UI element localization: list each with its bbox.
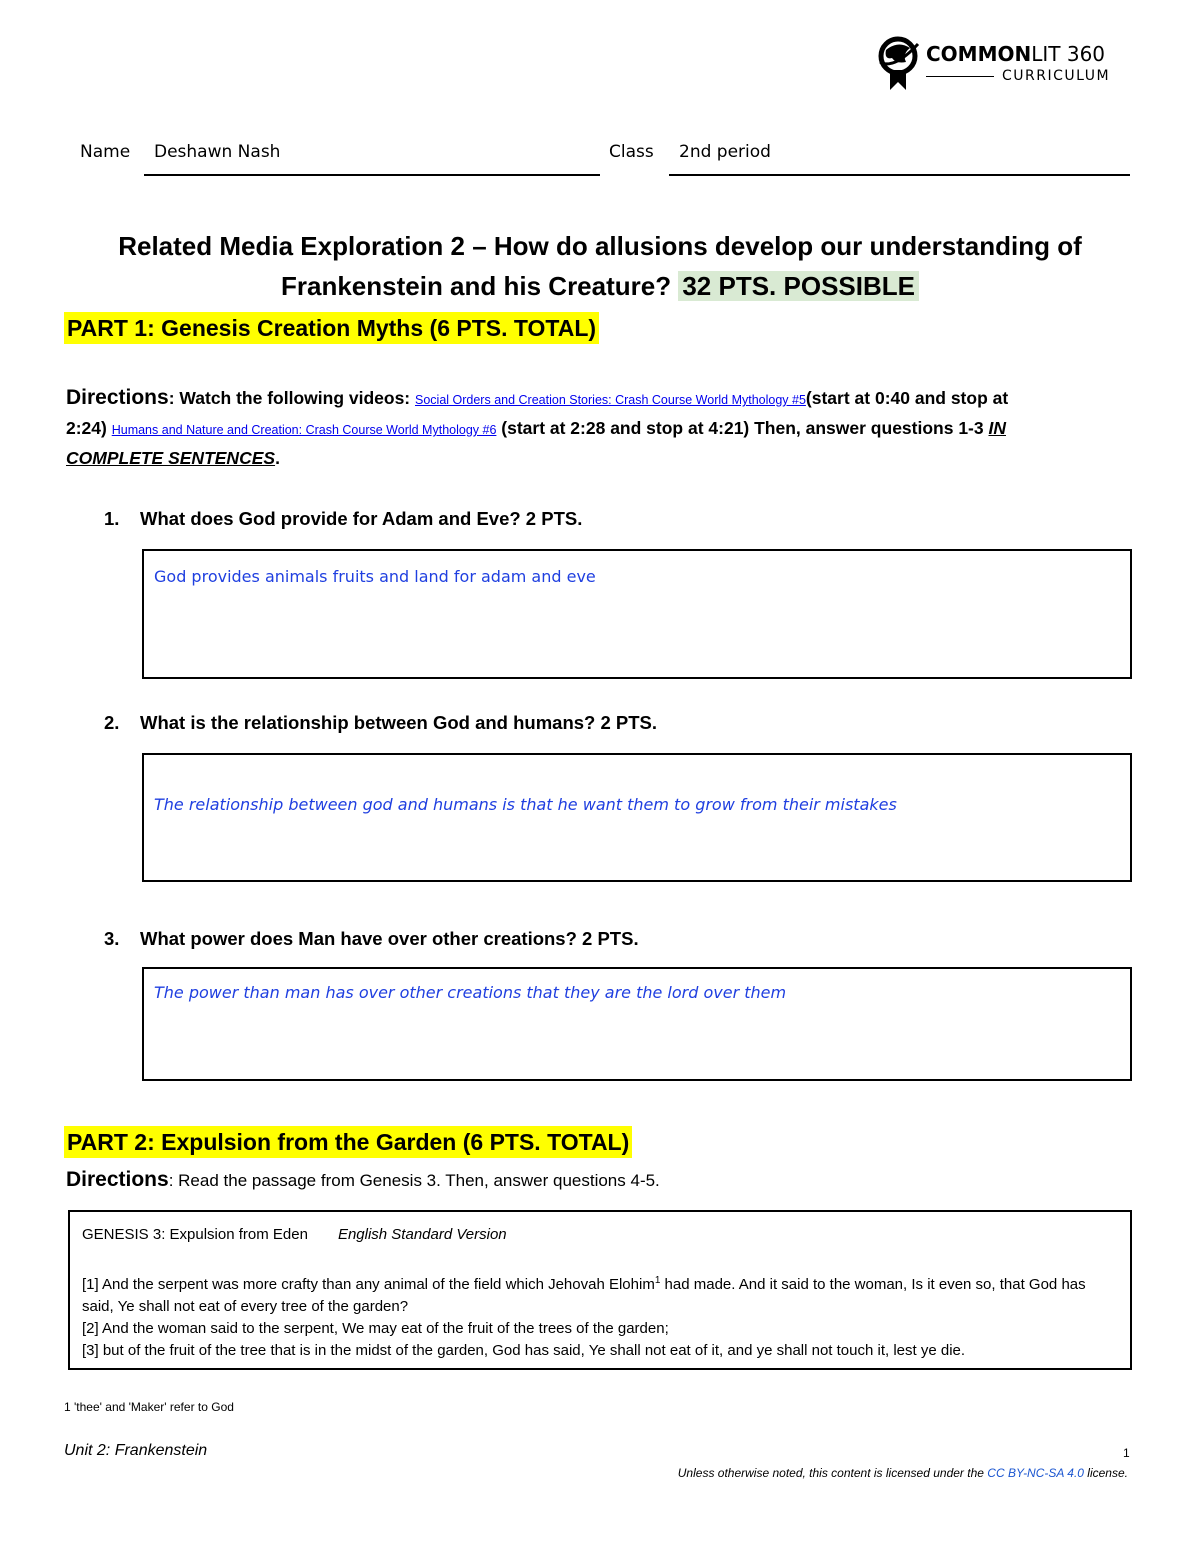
- passage-text: [82, 1270, 1118, 1362]
- part1-heading: PART 1: Genesis Creation Myths (6 PTS. TOTAL): [64, 312, 599, 344]
- part1-directions: Directions: Watch the following videos: Social Orders and Creation Stories: Crash Course World Mythology #5(start at 0:40 and stop at 2:24) Humans and Nature and Creation: Crash Course World Mythology #6 (start at 2:28 and stop at 4:21) Then, answer questions 1-3 IN COMPLETE SENTENCES.: [66, 386, 1009, 468]
- video-link-1[interactable]: Social Orders and Creation Stories: Crash Course World Mythology #5: [415, 393, 806, 407]
- name-field[interactable]: Deshawn Nash: [154, 142, 281, 162]
- passage-title: GENESIS 3: Expulsion from Eden: [82, 1226, 308, 1243]
- name-label: Name: [80, 142, 131, 162]
- title-line-2: Frankenstein and his Creature? 32 PTS. POSSIBLE: [60, 266, 1140, 306]
- title-line-1: Related Media Exploration 2 – How do allusions develop our understanding of: [118, 231, 1082, 261]
- verse-2: [2] And the woman said to the serpent, We may eat of the fruit of the trees of the garden;: [82, 1320, 669, 1337]
- answer-box-1[interactable]: [142, 549, 1132, 679]
- logo-divider: [926, 76, 994, 77]
- footnote: 1 'thee' and 'Maker' refer to God: [64, 1400, 234, 1414]
- unit-label: Unit 2: Frankenstein: [64, 1442, 208, 1459]
- video-link-2[interactable]: Humans and Nature and Creation: Crash Course World Mythology #6: [111, 423, 497, 437]
- name-underline: [144, 174, 600, 176]
- part2-heading: PART 2: Expulsion from the Garden (6 PTS. TOTAL): [64, 1126, 632, 1158]
- part2-directions: Directions: Read the passage from Genesis 3. Then, answer questions 4-5.: [66, 1168, 660, 1191]
- answer-box-3[interactable]: [142, 967, 1132, 1081]
- globe-ribbon-icon: [876, 36, 924, 92]
- answer-box-2[interactable]: [142, 753, 1132, 882]
- question-1: 1. What does God provide for Adam and Eve? 2 PTS.: [104, 508, 583, 529]
- genesis-passage-box: [68, 1210, 1132, 1370]
- points-badge: 32 PTS. POSSIBLE: [678, 271, 919, 301]
- answer-text-1[interactable]: God provides animals fruits and land for adam and eve: [154, 567, 596, 586]
- verse-3: [3] but of the fruit of the tree that is in the midst of the garden, God has said, Ye shall not eat of it, and ye shall not touch it, lest ye die.: [82, 1342, 966, 1359]
- answer-text-3[interactable]: The power than man has over other creations that they are the lord over them: [154, 983, 787, 1002]
- page-number: 1: [1123, 1446, 1130, 1460]
- license-link[interactable]: CC BY-NC-SA 4.0: [987, 1466, 1084, 1480]
- class-field[interactable]: 2nd period: [679, 142, 771, 162]
- passage-version: English Standard Version: [337, 1226, 507, 1243]
- license-notice: Unless otherwise noted, this content is licensed under the CC BY-NC-SA 4.0 license.: [677, 1466, 1128, 1480]
- footnote-marker: 1: [654, 1275, 661, 1286]
- question-3: 3. What power does Man have over other creations? 2 PTS.: [104, 928, 639, 949]
- passage-header: [82, 1226, 507, 1243]
- logo-wordmark: COMMONLIT 360: [926, 42, 1106, 66]
- verse-1: [1] And the serpent was more crafty than any animal of the field which Jehovah Elohim$^1$ had made. And it said to the woman, Is it even so, that God has said, Ye shall not eat of every tree of the garden?: [82, 1275, 1086, 1315]
- page-title: [60, 226, 1140, 306]
- question-2: 2. What is the relationship between God and humans? 2 PTS.: [104, 712, 658, 733]
- commonlit-logo: [876, 36, 1132, 92]
- class-label: Class: [609, 142, 654, 162]
- answer-text-2[interactable]: The relationship between god and humans is that he want them to grow from their mistakes: [154, 795, 897, 814]
- class-underline: [669, 174, 1130, 176]
- logo-subtitle: CURRICULUM: [1002, 68, 1111, 84]
